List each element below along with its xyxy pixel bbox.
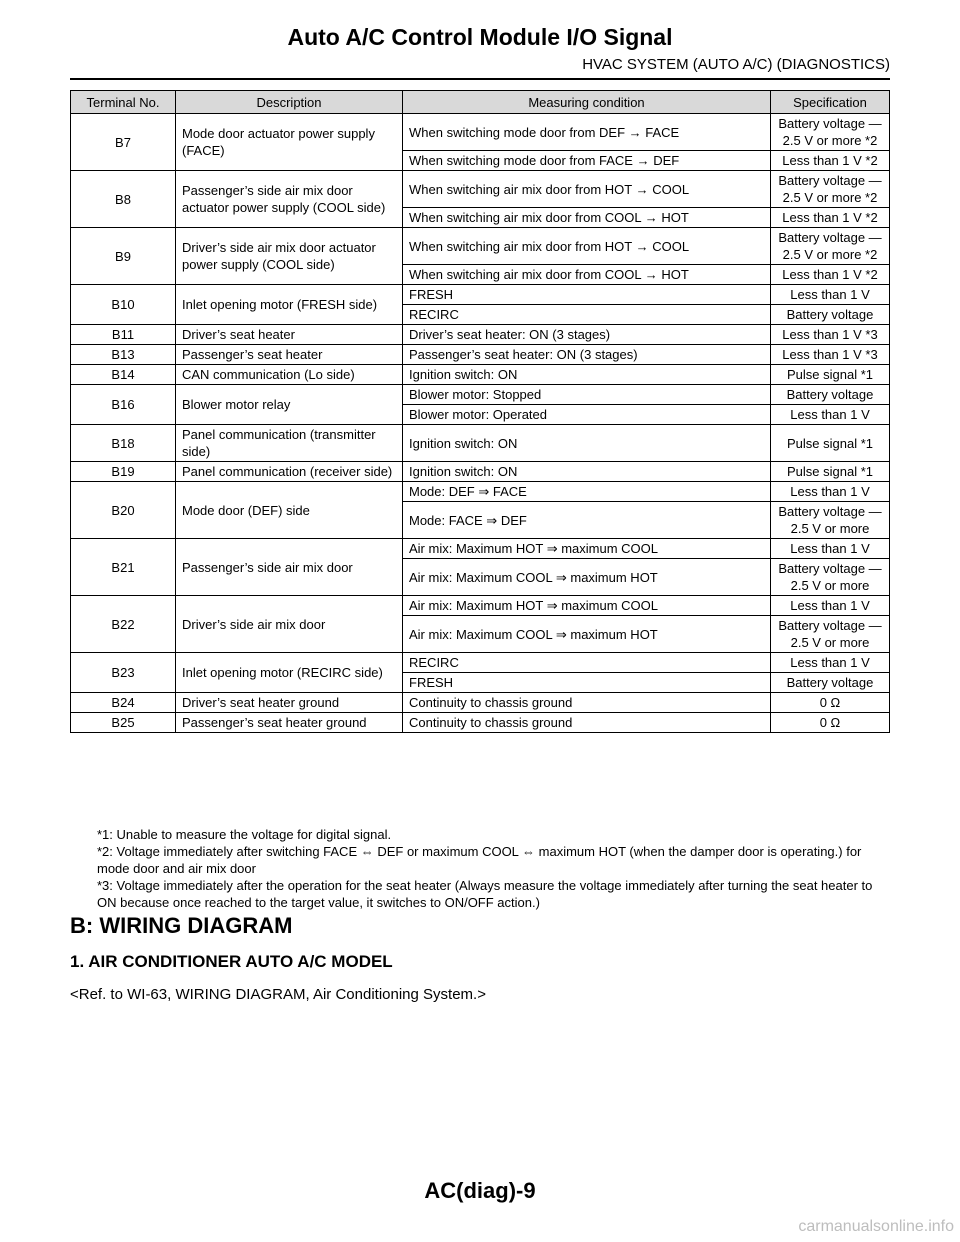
table-row (71, 385, 890, 405)
terminal-cell: B21 (71, 539, 176, 596)
terminal-cell: B24 (71, 693, 176, 713)
description-cell: Driver’s side air mix door (176, 596, 403, 653)
specification-cell: Less than 1 V *3 (771, 345, 890, 365)
watermark: carmanualsonline.info (798, 1218, 954, 1235)
terminal-cell: B8 (71, 171, 176, 228)
table-row (71, 425, 890, 462)
description-cell: Inlet opening motor (FRESH side) (176, 285, 403, 325)
section-heading: B: WIRING DIAGRAM (70, 913, 293, 938)
description-cell: Passenger’s side air mix door actuator power supply (COOL side) (176, 171, 403, 228)
specification-cell: Less than 1 V (771, 285, 890, 305)
condition-cell: Air mix: Maximum HOT ⇒ maximum COOL (403, 539, 771, 559)
description-cell: Passenger’s seat heater ground (176, 713, 403, 733)
condition-cell: Mode: DEF ⇒ FACE (403, 482, 771, 502)
condition-cell: Blower motor: Operated (403, 405, 771, 425)
footnote: *3: Voltage immediately after the operation for the seat heater (Always measure the voltage immediately after turning the seat heater to ON because once reached to the target value, it switches to ON/OFF action.) (97, 878, 873, 910)
io-signal-table (70, 90, 890, 733)
specification-cell: Battery voltage (771, 305, 890, 325)
specification-cell: Less than 1 V (771, 405, 890, 425)
condition-cell: Driver’s seat heater: ON (3 stages) (403, 325, 771, 345)
column-header: Specification (771, 91, 890, 114)
specification-cell: Battery voltage — 2.5 V or more (771, 559, 890, 596)
terminal-cell: B13 (71, 345, 176, 365)
table-header-row (71, 91, 890, 114)
terminal-cell: B11 (71, 325, 176, 345)
terminal-cell: B25 (71, 713, 176, 733)
description-cell: Driver’s side air mix door actuator power supply (COOL side) (176, 228, 403, 285)
table-row (71, 713, 890, 733)
condition-cell: Mode: FACE ⇒ DEF (403, 502, 771, 539)
condition-cell: When switching air mix door from HOT → COOL (403, 171, 771, 208)
table-body (71, 114, 890, 733)
specification-cell: 0 Ω (771, 713, 890, 733)
condition-cell: When switching air mix door from HOT → COOL (403, 228, 771, 265)
condition-cell: Air mix: Maximum HOT ⇒ maximum COOL (403, 596, 771, 616)
description-cell: Mode door (DEF) side (176, 482, 403, 539)
footnotes (97, 826, 890, 911)
specification-cell: Less than 1 V (771, 653, 890, 673)
condition-cell: When switching mode door from FACE → DEF (403, 151, 771, 171)
table-row (71, 482, 890, 502)
description-cell: Passenger’s seat heater (176, 345, 403, 365)
table-row (71, 693, 890, 713)
specification-cell: Pulse signal *1 (771, 365, 890, 385)
terminal-cell: B14 (71, 365, 176, 385)
page-title: Auto A/C Control Module I/O Signal (287, 24, 673, 50)
terminal-cell: B18 (71, 425, 176, 462)
condition-cell: When switching air mix door from COOL → HOT (403, 265, 771, 285)
specification-cell: Battery voltage — 2.5 V or more *2 (771, 171, 890, 208)
table-row (71, 171, 890, 208)
table-row (71, 228, 890, 265)
specification-cell: Less than 1 V *2 (771, 151, 890, 171)
condition-cell: Continuity to chassis ground (403, 713, 771, 733)
table-row (71, 653, 890, 673)
column-header: Terminal No. (71, 91, 176, 114)
table-row (71, 285, 890, 305)
table-row (71, 462, 890, 482)
table-row (71, 365, 890, 385)
condition-cell: RECIRC (403, 653, 771, 673)
description-cell: CAN communication (Lo side) (176, 365, 403, 385)
terminal-cell: B19 (71, 462, 176, 482)
condition-cell: Ignition switch: ON (403, 365, 771, 385)
description-cell: Passenger’s side air mix door (176, 539, 403, 596)
specification-cell: Pulse signal *1 (771, 462, 890, 482)
column-header: Measuring condition (403, 91, 771, 114)
description-cell: Blower motor relay (176, 385, 403, 425)
description-cell: Panel communication (transmitter side) (176, 425, 403, 462)
terminal-cell: B23 (71, 653, 176, 693)
condition-cell: FRESH (403, 673, 771, 693)
condition-cell: Air mix: Maximum COOL ⇒ maximum HOT (403, 616, 771, 653)
description-cell: Driver’s seat heater (176, 325, 403, 345)
header-rule (70, 78, 890, 80)
table-row (71, 345, 890, 365)
condition-cell: Passenger’s seat heater: ON (3 stages) (403, 345, 771, 365)
column-header: Description (176, 91, 403, 114)
specification-cell: Battery voltage (771, 385, 890, 405)
subsection-heading: 1. AIR CONDITIONER AUTO A/C MODEL (70, 952, 393, 971)
table-row (71, 114, 890, 151)
description-cell: Driver’s seat heater ground (176, 693, 403, 713)
terminal-cell: B7 (71, 114, 176, 171)
specification-cell: Less than 1 V *3 (771, 325, 890, 345)
terminal-cell: B22 (71, 596, 176, 653)
specification-cell: Battery voltage (771, 673, 890, 693)
condition-cell: Ignition switch: ON (403, 462, 771, 482)
specification-cell: 0 Ω (771, 693, 890, 713)
section-header: HVAC SYSTEM (AUTO A/C) (DIAGNOSTICS) (582, 56, 890, 73)
specification-cell: Battery voltage — 2.5 V or more (771, 616, 890, 653)
specification-cell: Battery voltage — 2.5 V or more *2 (771, 114, 890, 151)
specification-cell: Less than 1 V (771, 482, 890, 502)
terminal-cell: B16 (71, 385, 176, 425)
description-cell: Mode door actuator power supply (FACE) (176, 114, 403, 171)
specification-cell: Battery voltage — 2.5 V or more (771, 502, 890, 539)
condition-cell: When switching air mix door from COOL → HOT (403, 208, 771, 228)
specification-cell: Less than 1 V (771, 539, 890, 559)
description-cell: Inlet opening motor (RECIRC side) (176, 653, 403, 693)
specification-cell: Less than 1 V (771, 596, 890, 616)
page-number: AC(diag)-9 (424, 1178, 536, 1203)
condition-cell: Continuity to chassis ground (403, 693, 771, 713)
specification-cell: Less than 1 V *2 (771, 265, 890, 285)
condition-cell: Air mix: Maximum COOL ⇒ maximum HOT (403, 559, 771, 596)
description-cell: Panel communication (receiver side) (176, 462, 403, 482)
condition-cell: FRESH (403, 285, 771, 305)
table-row (71, 596, 890, 616)
condition-cell: Blower motor: Stopped (403, 385, 771, 405)
terminal-cell: B20 (71, 482, 176, 539)
footnote: *1: Unable to measure the voltage for digital signal. (97, 827, 392, 842)
specification-cell: Less than 1 V *2 (771, 208, 890, 228)
condition-cell: Ignition switch: ON (403, 425, 771, 462)
table-row (71, 539, 890, 559)
specification-cell: Battery voltage — 2.5 V or more *2 (771, 228, 890, 265)
reference-link[interactable]: <Ref. to WI-63, WIRING DIAGRAM, Air Conditioning System.> (70, 986, 486, 1003)
condition-cell: RECIRC (403, 305, 771, 325)
condition-cell: When switching mode door from DEF → FACE (403, 114, 771, 151)
specification-cell: Pulse signal *1 (771, 425, 890, 462)
footnote: *2: Voltage immediately after switching FACE ⇔ DEF or maximum COOL ⇔ maximum HOT (when the damper door is operating.) for mode door and air mix door (97, 844, 862, 876)
terminal-cell: B9 (71, 228, 176, 285)
terminal-cell: B10 (71, 285, 176, 325)
table-row (71, 325, 890, 345)
